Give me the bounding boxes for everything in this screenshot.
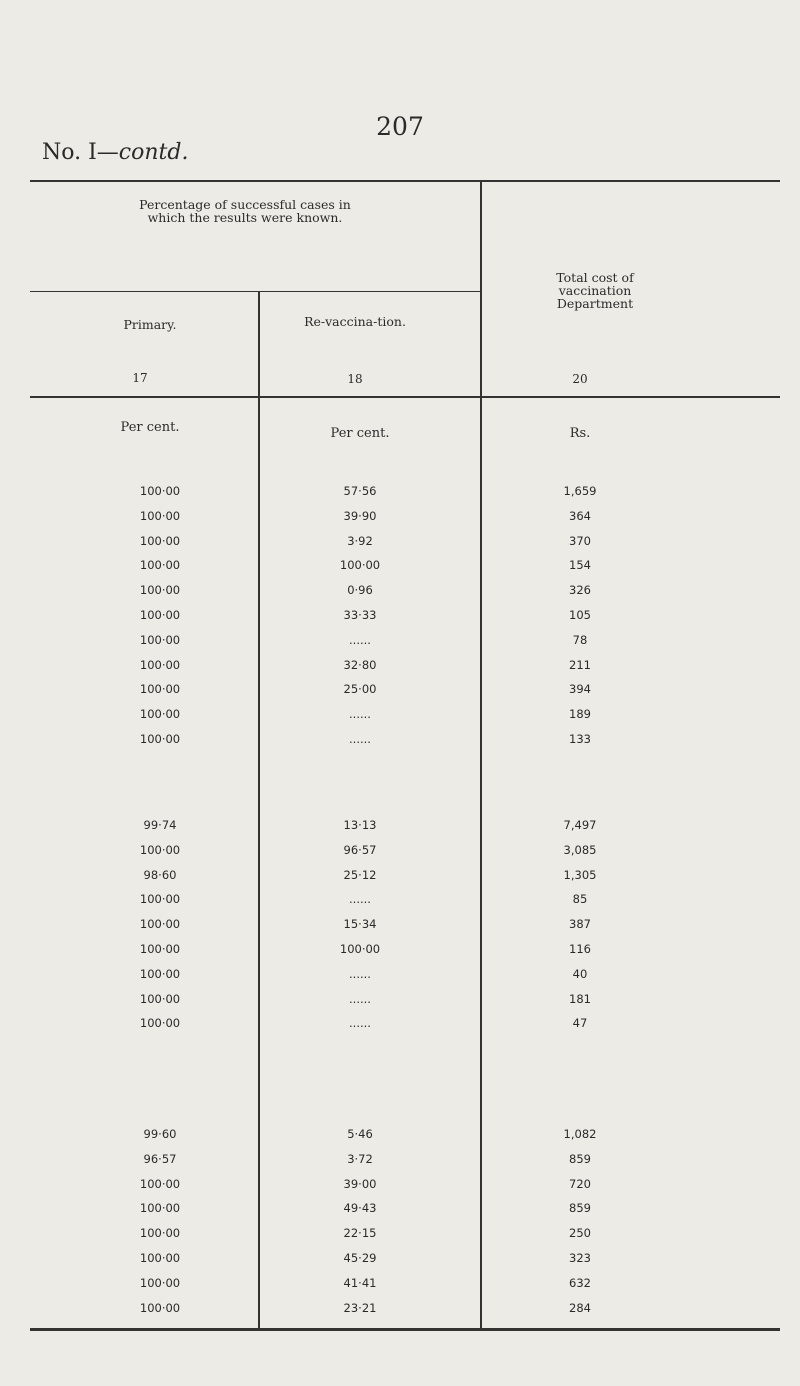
primary-percent-cell: 100·00 xyxy=(139,942,181,956)
total-cost-cell: 394 xyxy=(569,682,591,697)
body-divider-total xyxy=(480,398,482,1328)
header-divider-total xyxy=(480,180,482,396)
revaccination-percent-cell: 39·00 xyxy=(343,1176,377,1191)
primary-percent-cell: 100·00 xyxy=(139,1251,181,1265)
page-ref-prefix: No. I— xyxy=(42,140,119,165)
revaccination-percent-cell: ...... xyxy=(349,632,371,647)
total-cost-cell: 1,305 xyxy=(563,867,597,882)
revaccination-percent-cell: 32·80 xyxy=(343,657,377,672)
total-column-number: 20 xyxy=(572,372,588,386)
revaccination-percent-cell: 25·12 xyxy=(343,867,377,882)
primary-percent-cell: 99·60 xyxy=(143,1127,177,1141)
primary-percent-cell: 100·00 xyxy=(139,508,181,523)
group-header-rule xyxy=(30,291,480,292)
total-cost-cell: 370 xyxy=(569,533,591,548)
total-cost-cell: 181 xyxy=(569,991,591,1006)
revaccination-percent-cell: 33·33 xyxy=(343,608,377,622)
total-cost-cell: 859 xyxy=(569,1151,591,1166)
revaccination-percent-cell: ...... xyxy=(349,892,371,907)
total-cost-cell: 250 xyxy=(569,1226,591,1241)
primary-percent-cell: 100·00 xyxy=(139,682,181,697)
revaccination-percent-cell: 5·46 xyxy=(347,1127,373,1141)
primary-percent-cell: 100·00 xyxy=(139,1226,181,1241)
primary-percent-cell: 100·00 xyxy=(139,1176,181,1191)
revaccination-percent-cell: 15·34 xyxy=(343,917,377,932)
revaccination-percent-cell: 41·41 xyxy=(343,1275,377,1290)
table-bottom-rule xyxy=(30,1328,780,1331)
total-cost-cell: 364 xyxy=(569,508,591,523)
total-cost-cell: 326 xyxy=(569,583,591,598)
primary-percent-cell: 100·00 xyxy=(139,842,181,857)
total-unit: Rs. xyxy=(569,426,591,441)
header-divider-primary xyxy=(258,291,260,396)
total-cost-cell: 116 xyxy=(569,942,591,956)
revaccination-percent-cell: 3·92 xyxy=(347,533,373,548)
primary-percent-cell: 98·60 xyxy=(143,867,177,882)
revaccination-header: Re-vaccina-tion. xyxy=(304,314,406,329)
primary-percent-cell: 100·00 xyxy=(139,632,181,647)
total-cost-cell: 78 xyxy=(572,632,588,647)
primary-percent-cell: 100·00 xyxy=(139,1300,181,1315)
primary-unit: Per cent. xyxy=(120,420,180,435)
body-divider-primary xyxy=(258,398,260,1328)
primary-percent-cell: 100·00 xyxy=(139,608,181,622)
total-cost-cell: 387 xyxy=(569,917,591,932)
total-cost-cell: 1,659 xyxy=(563,484,597,498)
revaccination-percent-cell: 13·13 xyxy=(343,818,377,832)
primary-percent-cell: 100·00 xyxy=(139,991,181,1006)
primary-percent-cell: 100·00 xyxy=(139,484,181,498)
revaccination-percent-cell: 100·00 xyxy=(339,558,381,573)
primary-percent-cell: 100·00 xyxy=(139,1201,181,1216)
total-cost-cell: 1,082 xyxy=(563,1127,597,1141)
primary-percent-cell: 100·00 xyxy=(139,657,181,672)
revaccination-column-number: 18 xyxy=(347,372,363,386)
revaccination-percent-cell: 0·96 xyxy=(347,583,373,598)
page-number: 207 xyxy=(376,112,424,141)
header-bottom-rule xyxy=(30,396,780,398)
revaccination-percent-cell: ...... xyxy=(349,1016,371,1031)
primary-percent-cell: 100·00 xyxy=(139,1016,181,1031)
total-cost-cell: 154 xyxy=(569,558,591,573)
primary-percent-cell: 100·00 xyxy=(139,533,181,548)
primary-percent-cell: 100·00 xyxy=(139,917,181,932)
revaccination-percent-cell: 39·90 xyxy=(343,508,377,523)
table-top-rule xyxy=(30,180,780,182)
revaccination-percent-cell: 3·72 xyxy=(347,1151,373,1166)
primary-percent-cell: 100·00 xyxy=(139,892,181,907)
revaccination-percent-cell: 57·56 xyxy=(343,484,377,498)
total-cost-cell: 632 xyxy=(569,1275,591,1290)
primary-header: Primary. xyxy=(123,317,177,332)
total-cost-cell: 284 xyxy=(569,1300,591,1315)
total-cost-cell: 720 xyxy=(569,1176,591,1191)
revaccination-percent-cell: ...... xyxy=(349,707,371,722)
primary-percent-cell: 96·57 xyxy=(143,1151,177,1166)
total-cost-cell: 40 xyxy=(572,966,588,981)
total-cost-cell: 7,497 xyxy=(563,818,597,832)
total-cost-cell: 3,085 xyxy=(563,842,597,857)
revaccination-percent-cell: 25·00 xyxy=(343,682,377,697)
primary-percent-cell: 99·74 xyxy=(143,818,177,832)
revaccination-percent-cell: 23·21 xyxy=(343,1300,377,1315)
primary-percent-cell: 100·00 xyxy=(139,966,181,981)
revaccination-percent-cell: 96·57 xyxy=(343,842,377,857)
total-cost-cell: 323 xyxy=(569,1251,591,1265)
page-reference xyxy=(42,140,188,165)
primary-column-number: 17 xyxy=(132,371,148,385)
total-cost-header: Total cost of vaccination Department xyxy=(556,270,634,311)
total-cost-cell: 859 xyxy=(569,1201,591,1216)
total-cost-cell: 189 xyxy=(569,707,591,722)
revaccination-percent-cell: ...... xyxy=(349,732,371,746)
primary-percent-cell: 100·00 xyxy=(139,707,181,722)
total-cost-cell: 85 xyxy=(572,892,588,907)
total-cost-cell: 47 xyxy=(572,1016,588,1031)
revaccination-percent-cell: 45·29 xyxy=(343,1251,377,1265)
revaccination-percent-cell: ...... xyxy=(349,966,371,981)
total-cost-cell: 133 xyxy=(569,732,591,746)
total-cost-cell: 105 xyxy=(569,608,591,622)
revaccination-percent-cell: 100·00 xyxy=(339,942,381,956)
total-cost-cell: 211 xyxy=(569,657,591,672)
primary-percent-cell: 100·00 xyxy=(139,1275,181,1290)
revaccination-percent-cell: 49·43 xyxy=(343,1201,377,1216)
primary-percent-cell: 100·00 xyxy=(139,583,181,598)
group-header-title: Percentage of successful cases in which the results were known. xyxy=(139,197,351,225)
primary-percent-cell: 100·00 xyxy=(139,732,181,746)
page-ref-suffix: contd. xyxy=(118,140,189,165)
revaccination-unit: Per cent. xyxy=(330,426,390,441)
primary-percent-cell: 100·00 xyxy=(139,558,181,573)
revaccination-percent-cell: ...... xyxy=(349,991,371,1006)
revaccination-percent-cell: 22·15 xyxy=(343,1226,377,1241)
